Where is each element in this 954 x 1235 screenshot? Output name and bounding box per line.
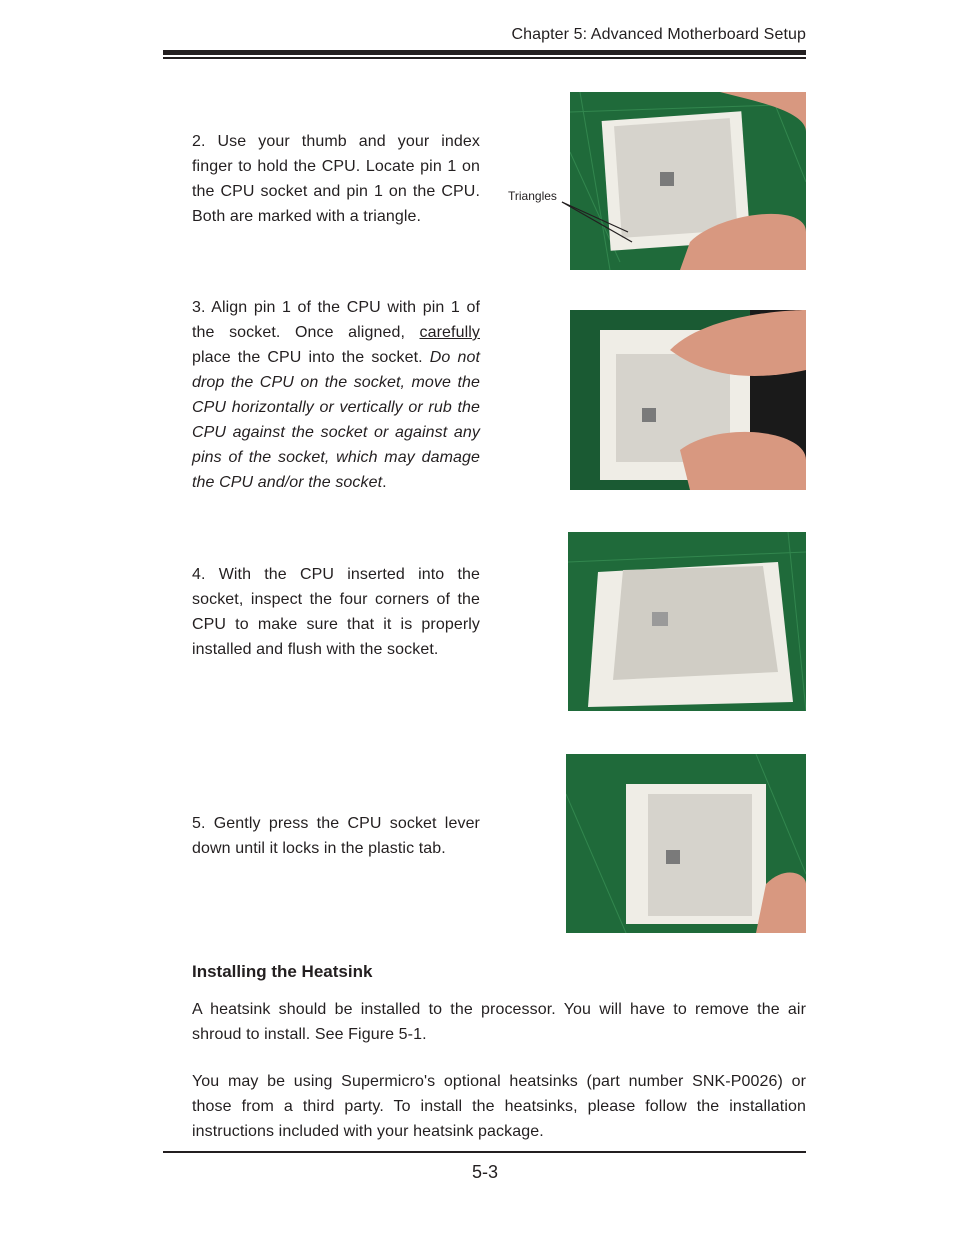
cpu-photo-step-5 [566, 754, 806, 933]
heatsink-paragraph-1: A heatsink should be installed to the processor. You will have to remove the air shroud to install. See Figure 5-1. [192, 1001, 806, 1043]
header-rule-thick [163, 50, 806, 55]
section-title-installing-heatsink: Installing the Heatsink [192, 962, 373, 981]
step-2-text: 2. Use your thumb and your index finger to hold the CPU. Locate pin 1 on the CPU socket and pin 1 on the CPU. Both are marked with a triangle. [192, 133, 480, 225]
footer-rule [163, 1151, 806, 1153]
cpu-photo-step-4 [568, 532, 806, 711]
step-5-text: 5. Gently press the CPU socket lever down until it locks in the plastic tab. [192, 815, 480, 857]
page-number: 5-3 [471, 1162, 498, 1182]
cpu-photo-step-3 [570, 310, 806, 490]
heatsink-paragraph-2: You may be using Supermicro's optional heatsinks (part number SNK-P0026) or those from a third party. To install the heatsinks, please follow the installation instructions included with your heatsink package. [192, 1073, 806, 1140]
triangles-callout-lines [560, 196, 640, 246]
header-rule-thin [163, 57, 806, 59]
step-3-text: 3. Align pin 1 of the CPU with pin 1 of the socket. Once aligned, carefully place the CPU into the socket. Do not drop the CPU on the socket, move the CPU horizontally or vertically or rub the CPU against the socket or against any pins of the socket, which may damage the CPU and/or the socket. [192, 299, 480, 491]
step-4-text: 4. With the CPU inserted into the socket, inspect the four corners of the CPU to make sure that it is properly installed and flush with the socket. [192, 566, 480, 658]
chapter-title: Chapter 5: Advanced Motherboard Setup [511, 26, 806, 43]
triangles-callout-label: Triangles [508, 189, 557, 203]
